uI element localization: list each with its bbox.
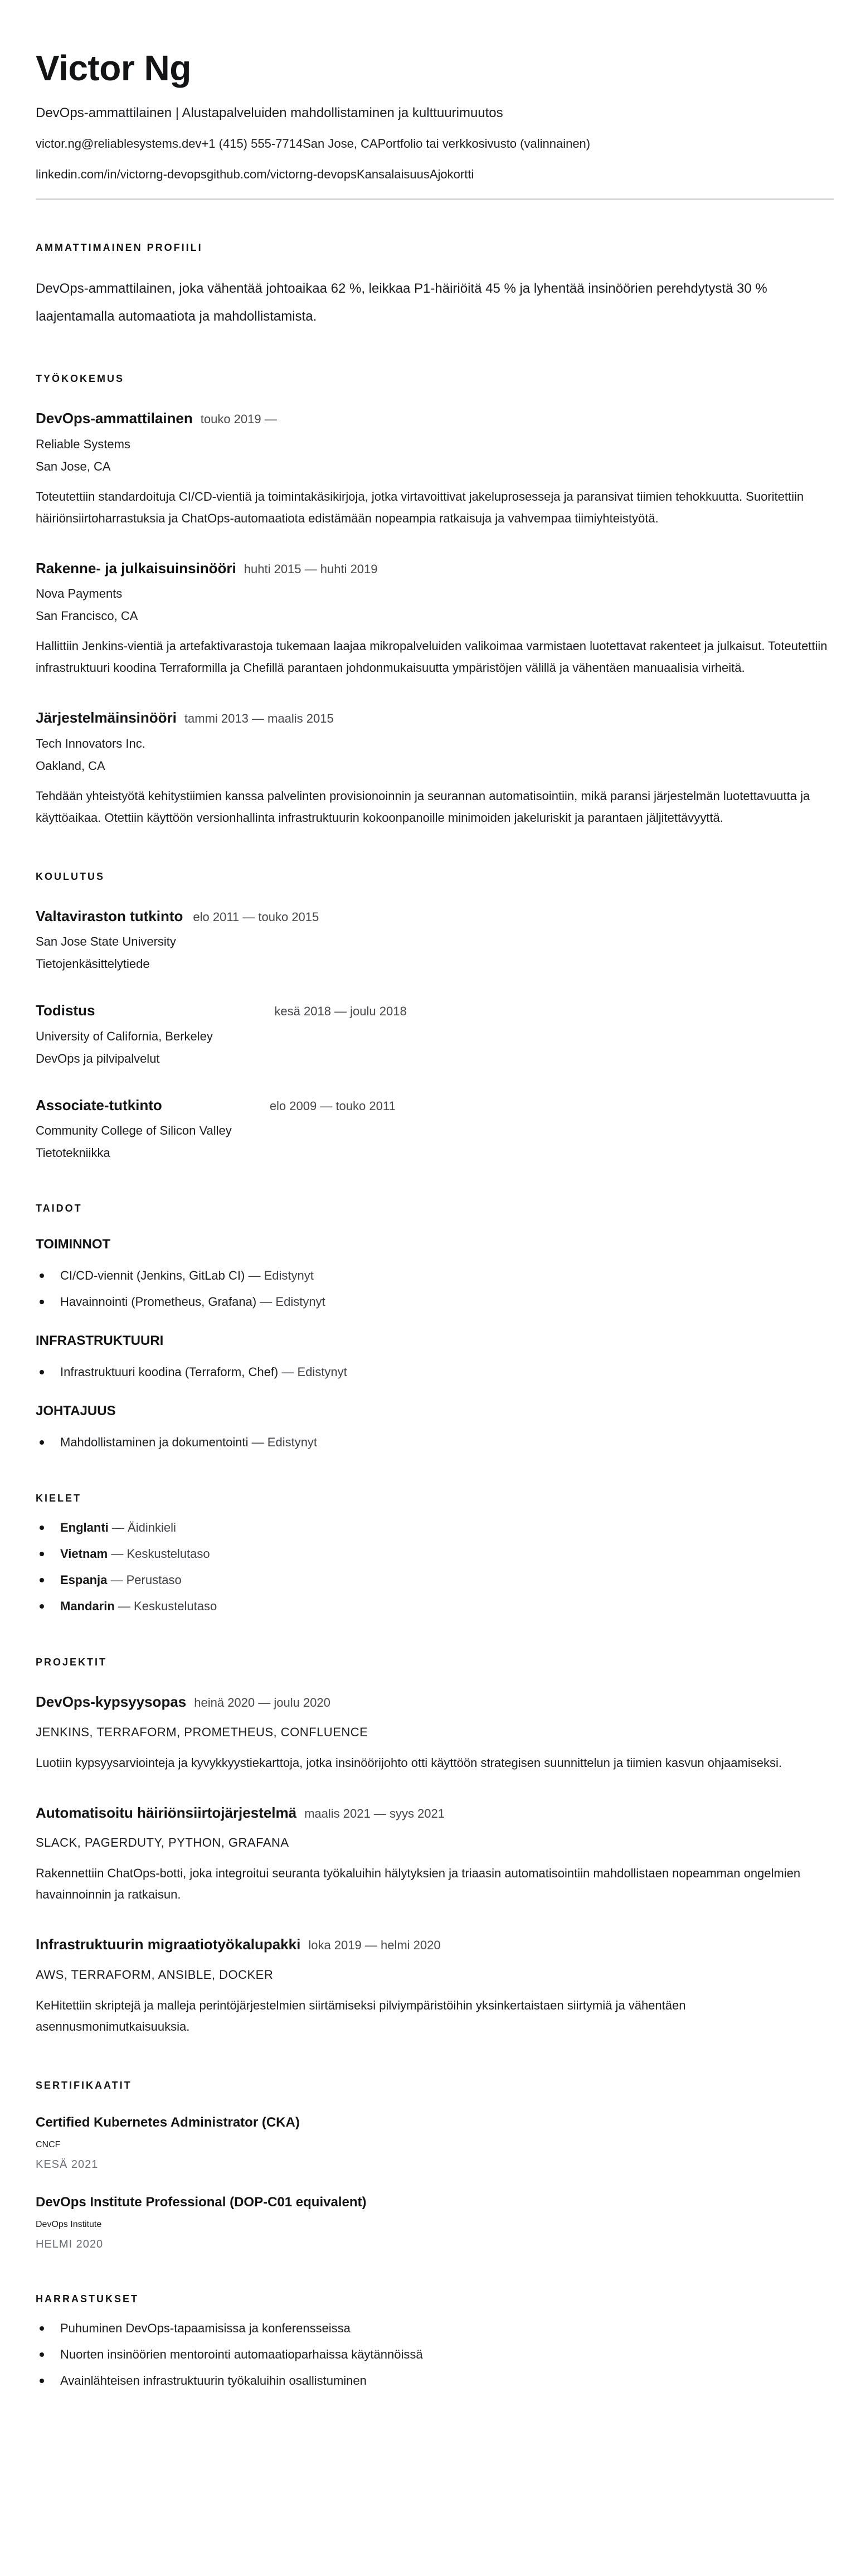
job-location: Oakland, CA bbox=[36, 758, 105, 773]
job-description: Hallittiin Jenkins-vientiä ja artefaktivarastoja tukemaan laajaa mikropalveluiden valikoimaa varmistaen luotettavat rakenteet ja julkaisut. Toteutettiin infrastruktuuri koodina Terraformilla ja Chefillä parantaen johdonmukaisuutta ympäristöjen välillä ja vähentäen manuaalisia virheitä. bbox=[36, 639, 828, 675]
skill-group-name: JOHTAJUUS bbox=[36, 1403, 116, 1419]
job-dates: tammi 2013 — maalis 2015 bbox=[184, 711, 334, 726]
certification-date: HELMI 2020 bbox=[36, 2238, 104, 2250]
hobby-list bbox=[36, 2321, 834, 2389]
separator-dash: — bbox=[110, 1573, 123, 1587]
resume-header bbox=[36, 49, 834, 200]
section-profile bbox=[36, 242, 834, 331]
section-experience bbox=[36, 373, 834, 829]
skill-item bbox=[36, 1364, 834, 1380]
job-location: San Jose, CA bbox=[36, 459, 111, 473]
education-school: University of California, Berkeley bbox=[36, 1029, 213, 1043]
skill-level: Edistynyt bbox=[264, 1268, 314, 1283]
education-heading: KOULUTUS bbox=[36, 870, 105, 882]
job-company: Nova Payments bbox=[36, 587, 123, 601]
language-level: Äidinkieli bbox=[128, 1521, 176, 1535]
language-level: Perustaso bbox=[126, 1573, 182, 1587]
skill-name: Mahdollistaminen ja dokumentointi bbox=[60, 1435, 249, 1450]
skill-group-name: TOIMINNOT bbox=[36, 1237, 111, 1252]
separator-dash: — bbox=[111, 1547, 124, 1561]
project-title: Infrastruktuurin migraatiotyökalupakki bbox=[36, 1936, 301, 1953]
education-dates: elo 2011 — touko 2015 bbox=[193, 909, 319, 924]
profile-summary: DevOps-ammattilainen, joka vähentää johtoaikaa 62 %, leikkaa P1-häiriöitä 45 % ja lyhentää insinöörien perehdytystä 30 % laajentamalla automaatiota ja mahdollistamista. bbox=[36, 281, 767, 325]
certification-date: KESÄ 2021 bbox=[36, 2158, 99, 2171]
job-dates: touko 2019 — bbox=[200, 412, 277, 427]
contact-row-2 bbox=[36, 167, 834, 182]
education-entry bbox=[36, 1096, 834, 1161]
job-entry bbox=[36, 709, 834, 829]
job-title-row bbox=[36, 709, 834, 727]
language-list bbox=[36, 1520, 834, 1614]
contact-drivers-license: Ajokortti bbox=[429, 167, 474, 181]
certification-entry bbox=[36, 2195, 834, 2251]
contact-phone: +1 (415) 555-7714 bbox=[201, 137, 303, 151]
certification-issuer: CNCF bbox=[36, 2139, 61, 2149]
project-dates: loka 2019 — helmi 2020 bbox=[308, 1938, 441, 1953]
language-name: Vietnam bbox=[60, 1547, 108, 1561]
profile-heading: AMMATTIMAINEN PROFIILI bbox=[36, 242, 203, 254]
contact-portfolio: Portfolio tai verkkosivusto (valinnainen) bbox=[377, 137, 591, 151]
contact-citizenship: Kansalaisuus bbox=[356, 167, 430, 181]
language-item bbox=[36, 1546, 834, 1562]
project-tags: AWS, TERRAFORM, ANSIBLE, DOCKER bbox=[36, 1967, 274, 1982]
job-description: Tehdään yhteistyötä kehitystiimien kanssa palvelinten provisionoinnin ja seurannan automatisointiin, mikä paransi järjestelmän luotettavuutta ja käyttöaikaa. Otettiin käyttöön versionhallinta infrastruktuurin kokoonpanoille minimoiden jakeluriskit ja parantaen jäljitettävyyttä. bbox=[36, 788, 810, 825]
section-education bbox=[36, 871, 834, 1161]
skill-name: CI/CD-viennit (Jenkins, GitLab CI) bbox=[60, 1268, 245, 1283]
skill-list bbox=[36, 1268, 834, 1310]
separator-dash: — bbox=[118, 1599, 130, 1614]
language-name: Mandarin bbox=[60, 1599, 115, 1614]
separator-dash: — bbox=[251, 1435, 264, 1450]
education-title-row bbox=[36, 1096, 834, 1115]
project-tags: SLACK, PAGERDUTY, PYTHON, GRAFANA bbox=[36, 1836, 289, 1850]
job-dates: huhti 2015 — huhti 2019 bbox=[244, 561, 378, 576]
job-title: Rakenne- ja julkaisuinsinööri bbox=[36, 559, 236, 577]
separator-dash: — bbox=[281, 1365, 294, 1379]
project-entry bbox=[36, 1693, 834, 1774]
project-title-row bbox=[36, 1804, 834, 1822]
skills-heading: TAIDOT bbox=[36, 1203, 82, 1214]
project-dates: heinä 2020 — joulu 2020 bbox=[194, 1696, 330, 1710]
education-entry bbox=[36, 907, 834, 972]
hobbies-heading: HARRASTUKSET bbox=[36, 2293, 139, 2304]
section-projects bbox=[36, 1657, 834, 2037]
language-level: Keskustelutaso bbox=[134, 1599, 217, 1614]
hobby-item: Nuorten insinöörien mentorointi automaatioparhaissa käytännöissä bbox=[36, 2347, 834, 2362]
language-item bbox=[36, 1572, 834, 1588]
education-dates: kesä 2018 — joulu 2018 bbox=[274, 1004, 407, 1019]
project-entry bbox=[36, 1935, 834, 2037]
certification-entry bbox=[36, 2115, 834, 2171]
section-languages bbox=[36, 1493, 834, 1614]
skill-item bbox=[36, 1435, 834, 1450]
education-school: Community College of Silicon Valley bbox=[36, 1124, 232, 1138]
skill-item bbox=[36, 1268, 834, 1284]
separator-dash: — bbox=[248, 1268, 261, 1283]
skill-level: Edistynyt bbox=[267, 1435, 318, 1450]
education-degree: Todistus bbox=[36, 1002, 95, 1019]
education-degree: Valtaviraston tutkinto bbox=[36, 907, 183, 924]
job-title: DevOps-ammattilainen bbox=[36, 410, 193, 427]
certification-issuer: DevOps Institute bbox=[36, 2219, 102, 2229]
resume-tagline: DevOps-ammattilainen | Alustapalveluiden mahdollistaminen ja kulttuurimuutos bbox=[36, 105, 503, 121]
hobby-item: Puhuminen DevOps-tapaamisissa ja konferensseissa bbox=[36, 2321, 834, 2336]
language-name: Englanti bbox=[60, 1521, 109, 1535]
section-skills bbox=[36, 1203, 834, 1450]
certification-name: DevOps Institute Professional (DOP-C01 equivalent) bbox=[36, 2194, 367, 2210]
education-field: Tietojenkäsittelytiede bbox=[36, 957, 150, 971]
job-company: Tech Innovators Inc. bbox=[36, 736, 145, 750]
separator-dash: — bbox=[111, 1521, 124, 1535]
contact-linkedin: linkedin.com/in/victorng-devops bbox=[36, 167, 207, 181]
job-title-row bbox=[36, 409, 834, 428]
project-tags: JENKINS, TERRAFORM, PROMETHEUS, CONFLUENCE bbox=[36, 1725, 368, 1739]
skill-level: Edistynyt bbox=[297, 1365, 347, 1379]
skill-level: Edistynyt bbox=[275, 1295, 325, 1309]
languages-heading: KIELET bbox=[36, 1493, 82, 1504]
project-dates: maalis 2021 — syys 2021 bbox=[304, 1806, 445, 1820]
skill-group bbox=[36, 1237, 834, 1310]
language-name: Espanja bbox=[60, 1573, 108, 1587]
hobby-item: Avainlähteisen infrastruktuurin työkaluihin osallistuminen bbox=[36, 2373, 834, 2389]
job-entry bbox=[36, 559, 834, 679]
education-field: Tietotekniikka bbox=[36, 1146, 110, 1160]
certifications-heading: SERTIFIKAATIT bbox=[36, 2079, 132, 2091]
job-title-row bbox=[36, 559, 834, 578]
experience-heading: TYÖKOKEMUS bbox=[36, 373, 125, 385]
header-divider bbox=[36, 198, 834, 200]
project-title: Automatisoitu häiriönsiirtojärjestelmä bbox=[36, 1804, 297, 1821]
separator-dash: — bbox=[260, 1295, 273, 1309]
contact-github: github.com/victorng-devops bbox=[206, 167, 357, 181]
job-company: Reliable Systems bbox=[36, 437, 130, 451]
education-title-row bbox=[36, 907, 834, 926]
project-description: Rakennettiin ChatOps-botti, joka integroitui seuranta työkaluihin hälytyksien ja triaasin automatisointiin mahdollistaen nopeamman ongelmien havainnoinnin ja ratkaisun. bbox=[36, 1866, 801, 1902]
projects-heading: PROJEKTIT bbox=[36, 1657, 108, 1668]
skill-name: Infrastruktuuri koodina (Terraform, Chef) bbox=[60, 1365, 279, 1379]
section-hobbies bbox=[36, 2293, 834, 2389]
skill-list bbox=[36, 1364, 834, 1380]
project-entry bbox=[36, 1804, 834, 1906]
education-title-row bbox=[36, 1001, 834, 1020]
skill-group bbox=[36, 1403, 834, 1450]
education-dates: elo 2009 — touko 2011 bbox=[269, 1098, 396, 1113]
project-title-row bbox=[36, 1935, 834, 1954]
education-school: San Jose State University bbox=[36, 934, 176, 949]
project-description: KeHitettiin skriptejä ja malleja perintöjärjestelmien siirtämiseksi pilviympäristöihin yksinkertaistaen siirtymiä ja vähentäen asennusmonimutkaisuuksia. bbox=[36, 1998, 686, 2033]
education-degree: Associate-tutkinto bbox=[36, 1096, 162, 1113]
contact-email: victor.ng@reliablesystems.dev bbox=[36, 137, 202, 151]
section-certifications bbox=[36, 2080, 834, 2251]
skill-group bbox=[36, 1333, 834, 1380]
job-location: San Francisco, CA bbox=[36, 609, 138, 623]
contact-location: San Jose, CA bbox=[303, 137, 378, 151]
project-title-row bbox=[36, 1693, 834, 1711]
certification-name: Certified Kubernetes Administrator (CKA) bbox=[36, 2114, 300, 2130]
job-description: Toteutettiin standardoituja CI/CD-vientiä ja toimintakäsikirjoja, jotka virtavoittivat jakeluprosesseja ja paransivat tiimien tehokkuutta. Suoritettiin häiriönsiirtoharrastuksia ja ChatOps-automaatiota edistämään nopeampia ratkaisuja ja vahvempaa tiimiyhteistyötä. bbox=[36, 489, 804, 525]
resume-name: Victor Ng bbox=[36, 48, 191, 88]
project-description: Luotiin kypsyysarviointeja ja kyvykkyystiekarttoja, jotka insinöörijohto otti käyttöön strategisen suunnittelun ja tiimien kasvun ohjaamiseksi. bbox=[36, 1755, 782, 1770]
project-title: DevOps-kypsyysopas bbox=[36, 1693, 187, 1711]
language-level: Keskustelutaso bbox=[127, 1547, 210, 1561]
skill-name: Havainnointi (Prometheus, Grafana) bbox=[60, 1295, 257, 1309]
job-entry bbox=[36, 409, 834, 529]
contact-row-1 bbox=[36, 136, 834, 152]
education-entry bbox=[36, 1001, 834, 1066]
skill-list bbox=[36, 1435, 834, 1450]
education-field: DevOps ja pilvipalvelut bbox=[36, 1051, 160, 1066]
skill-item bbox=[36, 1294, 834, 1310]
skill-group-name: INFRASTRUKTUURI bbox=[36, 1333, 164, 1349]
job-title: Järjestelmäinsinööri bbox=[36, 709, 177, 727]
language-item bbox=[36, 1520, 834, 1536]
language-item bbox=[36, 1599, 834, 1614]
